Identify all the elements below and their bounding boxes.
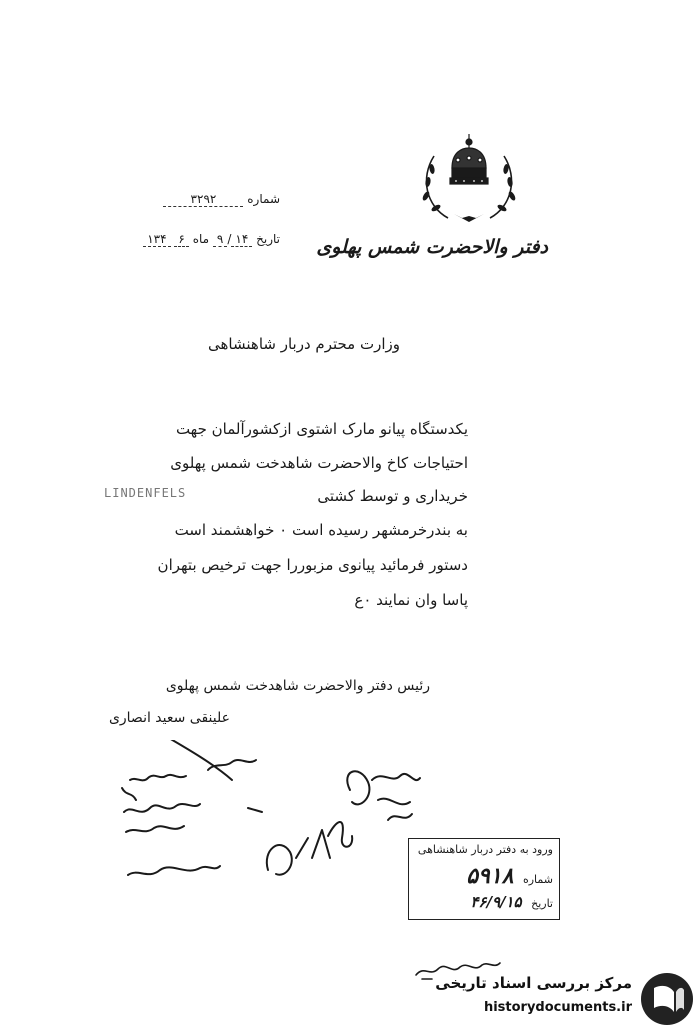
number-label: شماره [247, 192, 280, 206]
number-value: ۳۲۹۲ [163, 192, 243, 207]
date-day: ۱۴ [231, 232, 252, 247]
body-line: یکدستگاه پیانو مارک اشتوی ازکشورآلمان جهت [175, 420, 468, 438]
registration-stamp [408, 838, 560, 920]
body-line: به بندرخرمشهر رسیده است ۰ خواهشمند است [174, 521, 468, 539]
month-word: ماه [192, 232, 210, 246]
date-label: تاریخ [256, 232, 280, 246]
addressee: وزارت محترم دربار شاهنشاهی [208, 335, 400, 353]
body-line: دستور فرمائید پیانوی مزبوررا جهت ترخیص بتهران [157, 556, 468, 574]
stamp-number [466, 863, 553, 889]
signer-name: علینقی سعید انصاری [108, 710, 230, 726]
stamp-date [470, 893, 553, 911]
stamp-number-value: ۵۹۱۸ [466, 863, 514, 889]
letter-date: تاریخ ۱۴/۹ ماه ۶ ۱۳۴ [143, 232, 280, 247]
stamp-date-value: ۴۶/۹/۱۵ [470, 893, 522, 911]
date-month-2: ۶ [174, 232, 188, 247]
stamp-title: ورود به دفتر دربار شاهنشاهی [417, 843, 553, 856]
stamp-date-label: تاریخ [531, 897, 553, 910]
ship-name: LINDENFELS [104, 486, 187, 500]
date-month: ۹ [213, 232, 227, 247]
office-name: دفتر والاحضرت شمس پهلوی [316, 236, 548, 258]
stamp-number-label: شماره [522, 873, 553, 886]
handwritten-annotations [0, 740, 700, 940]
signer-title: رئیس دفتر والاحضرت شاهدخت شمس پهلوی [165, 678, 430, 694]
date-year: ۱۳۴ [143, 232, 170, 247]
body-line: خریداری و توسط کشتی [317, 487, 468, 505]
crown-wreath-emblem [414, 126, 524, 230]
watermark-url: historydocuments.ir [483, 1000, 632, 1015]
body-line: پاسا وان نمایند ۰ع [354, 591, 468, 609]
document-logo-icon [640, 972, 694, 1026]
watermark [414, 968, 694, 1030]
watermark-title: مرکز بررسی اسناد تاریخی [435, 974, 632, 992]
body-line: احتیاجات کاخ والاحضرت شاهدخت شمس پهلوی [170, 454, 468, 472]
letter-number [163, 192, 280, 207]
